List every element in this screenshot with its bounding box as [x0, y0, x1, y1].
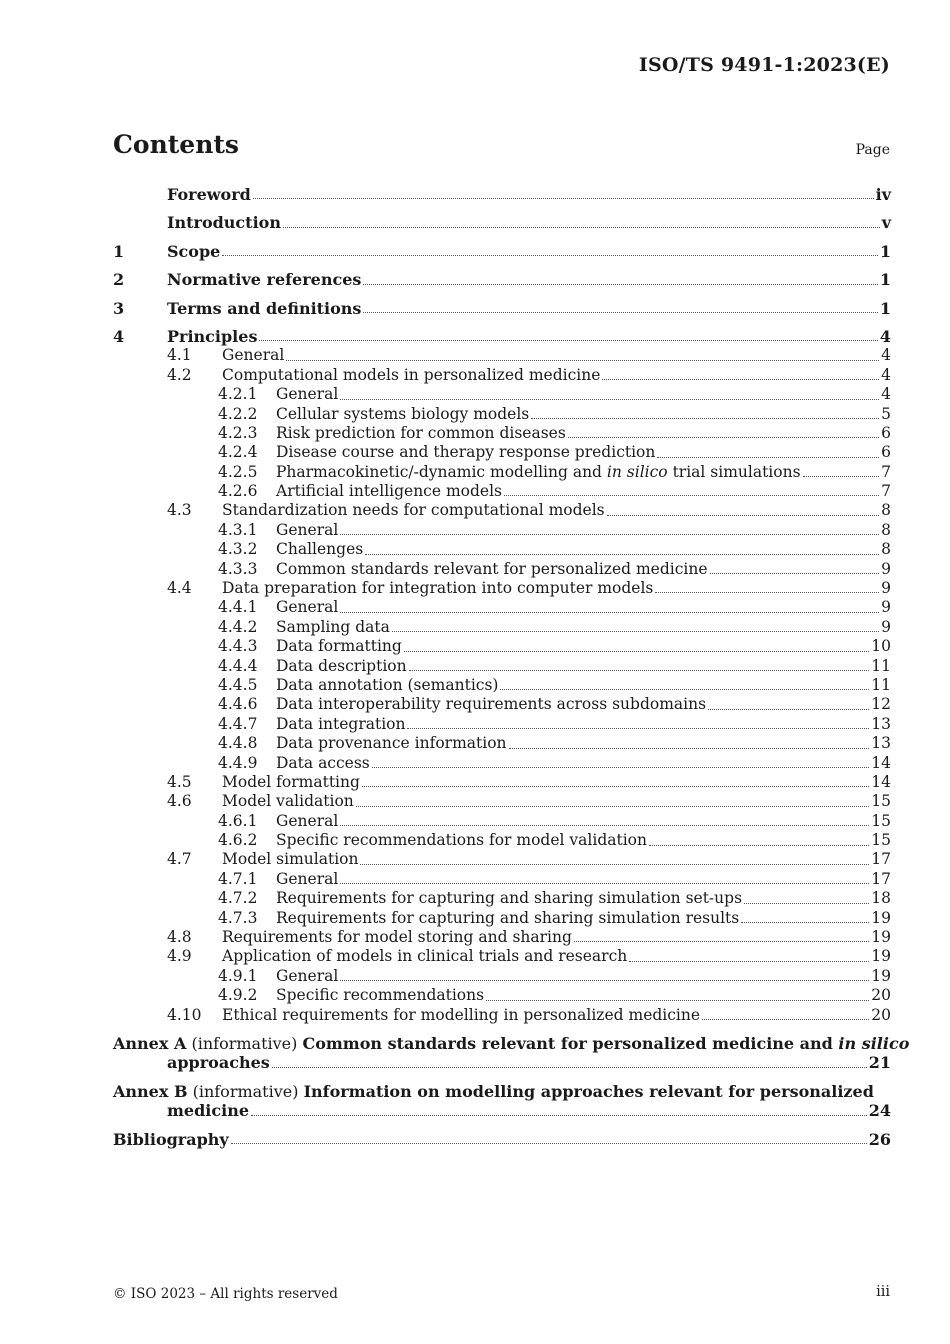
- toc-entry-number: 4.2.3: [218, 423, 258, 442]
- toc-entry-page: 10: [871, 637, 891, 656]
- toc-entry-page: 15: [871, 811, 891, 830]
- toc-entry[interactable]: [113, 676, 891, 695]
- dot-leader: [486, 1000, 869, 1001]
- toc-entry-number: 4.4.7: [218, 714, 258, 733]
- toc-entry-number: 4.4.1: [218, 598, 258, 617]
- toc-entry-title: Requirements for capturing and sharing simulation set-ups: [276, 889, 743, 908]
- toc-entry-title: General: [276, 811, 339, 830]
- toc-entry-page: 11: [871, 656, 891, 675]
- toc-entry-title: Specific recommendations: [276, 986, 485, 1005]
- toc-entry-title: Requirements for model storing and sharing: [222, 928, 572, 947]
- toc-entry-number: 4.3.2: [218, 540, 258, 559]
- toc-entry[interactable]: [113, 501, 891, 520]
- toc-entry[interactable]: [113, 560, 891, 579]
- toc-entry-page: 17: [871, 869, 891, 888]
- toc-entry-title: Normative references: [167, 270, 362, 290]
- annex-heading-line: [113, 1034, 910, 1054]
- annex-entry[interactable]: [113, 1082, 891, 1121]
- toc-entry[interactable]: [113, 831, 891, 850]
- toc-entry-page: 13: [871, 734, 891, 753]
- toc-entry-page: 13: [871, 714, 891, 733]
- toc-entry-number: 4.5: [167, 772, 192, 791]
- toc-entry-title: General: [276, 385, 339, 404]
- dot-leader: [531, 418, 879, 419]
- toc-entry-title: Data preparation for integration into computer models: [222, 579, 654, 598]
- toc-entry-number: 4.9: [167, 947, 192, 966]
- toc-entry-page: 4: [881, 365, 891, 384]
- toc-entry-title: Risk prediction for common diseases: [276, 423, 566, 442]
- dot-leader: [363, 312, 877, 313]
- toc-entry-title: Model simulation: [222, 850, 359, 869]
- toc-entry[interactable]: [113, 366, 891, 385]
- toc-entry[interactable]: [113, 213, 891, 232]
- annex-type: (informative): [191, 1034, 298, 1054]
- toc-entry-title: General: [276, 869, 339, 888]
- toc-entry-number: 4.4.2: [218, 617, 258, 636]
- toc-entry-page: 9: [881, 579, 891, 598]
- toc-entry[interactable]: [113, 870, 891, 889]
- dot-leader: [253, 198, 874, 199]
- toc-entry[interactable]: [113, 185, 891, 204]
- dot-leader: [356, 806, 870, 807]
- toc-entry-title: Cellular systems biology models: [276, 404, 530, 423]
- toc-entry-title: Data integration: [276, 714, 406, 733]
- toc-entry-title: Pharmacokinetic/-dynamic modelling and in silico trial simulations: [276, 462, 801, 481]
- toc-entry-page: v: [881, 213, 891, 233]
- dot-leader: [259, 340, 877, 341]
- dot-leader: [365, 554, 879, 555]
- toc-entry-bibliography[interactable]: [113, 1130, 891, 1149]
- dot-leader: [360, 864, 869, 865]
- toc-entry[interactable]: [113, 521, 891, 540]
- toc-entry[interactable]: [113, 1006, 891, 1025]
- toc-entry-page: 18: [871, 889, 891, 908]
- dot-leader: [629, 961, 869, 962]
- toc-entry-number: 4.7.2: [218, 889, 258, 908]
- toc-entry-page: 9: [881, 598, 891, 617]
- dot-leader: [657, 457, 879, 458]
- dot-leader: [404, 651, 869, 652]
- toc-entry[interactable]: [113, 812, 891, 831]
- toc-entry-title: Introduction: [167, 213, 281, 233]
- toc-entry-number: 4.6.2: [218, 831, 258, 850]
- document-id: ISO/TS 9491-1:2023(E): [638, 54, 890, 76]
- toc-entry[interactable]: [113, 715, 891, 734]
- toc-entry[interactable]: [113, 947, 891, 966]
- toc-entry-title: Data provenance information: [276, 734, 507, 753]
- toc-entry-number: 4.6.1: [218, 811, 258, 830]
- dot-leader: [372, 767, 870, 768]
- toc-entry-page: 19: [871, 908, 891, 927]
- toc-entry[interactable]: [113, 967, 891, 986]
- toc-entry-number: 4.3.1: [218, 520, 258, 539]
- annex-title-continuation: [113, 1101, 891, 1120]
- toc-entry-page: 4: [881, 346, 891, 365]
- toc-entry-number: 3: [113, 298, 125, 318]
- toc-entry-number: 4.8: [167, 928, 192, 947]
- toc-entry-number: 4.7.1: [218, 869, 258, 888]
- toc-entry[interactable]: [113, 986, 891, 1005]
- toc-entry[interactable]: [113, 734, 891, 753]
- toc-entry-page: 9: [881, 617, 891, 636]
- dot-leader: [362, 786, 869, 787]
- toc-entry-number: 4.4.6: [218, 695, 258, 714]
- copyright-notice: © ISO 2023 – All rights reserved: [113, 1286, 338, 1302]
- toc-entry-number: 4.4.4: [218, 656, 258, 675]
- dot-leader: [272, 1067, 867, 1068]
- toc-entry-page: 4: [879, 326, 891, 346]
- dot-leader: [392, 631, 879, 632]
- toc-entry[interactable]: [113, 657, 891, 676]
- toc-entry-number: 4.10: [167, 1005, 202, 1024]
- dot-leader: [607, 515, 879, 516]
- annex-title-end: approaches: [167, 1053, 270, 1073]
- dot-leader: [803, 476, 880, 477]
- toc-entry-number: 2: [113, 270, 125, 290]
- toc-entry-page: 20: [871, 1005, 891, 1024]
- toc-entry-title: Scope: [167, 241, 221, 261]
- toc-entry-title: Data access: [276, 753, 370, 772]
- toc-entry-page: 7: [881, 482, 891, 501]
- annex-entry[interactable]: [113, 1034, 910, 1073]
- page-title: Contents: [113, 130, 240, 159]
- toc-entry-page: 19: [871, 928, 891, 947]
- toc-entry[interactable]: [113, 598, 891, 617]
- dot-leader: [568, 437, 879, 438]
- toc-entry-title: General: [276, 520, 339, 539]
- toc-entry-title: Common standards relevant for personalized medicine: [276, 559, 708, 578]
- dot-leader: [602, 379, 879, 380]
- annex-label: Annex A: [113, 1034, 187, 1054]
- annex-title-continuation: [113, 1053, 891, 1072]
- toc-entry-title: Challenges: [276, 540, 364, 559]
- toc-entry-number: 4.3: [167, 501, 192, 520]
- toc-entry-title: Data formatting: [276, 637, 402, 656]
- toc-entry-number: 4.3.3: [218, 559, 258, 578]
- dot-leader: [500, 689, 869, 690]
- annex-page: 24: [868, 1101, 891, 1121]
- annex-title-end: medicine: [167, 1101, 250, 1121]
- toc-entry[interactable]: [113, 792, 891, 811]
- dot-leader: [340, 399, 879, 400]
- dot-leader: [340, 980, 869, 981]
- annex-heading-line: [113, 1082, 891, 1101]
- toc-entry-number: 4.2: [167, 365, 192, 384]
- toc-entry-number: 4.4.3: [218, 637, 258, 656]
- dot-leader: [702, 1019, 869, 1020]
- toc-entry-number: 4.9.2: [218, 986, 258, 1005]
- toc-entry-title: Computational models in personalized medicine: [222, 365, 601, 384]
- toc-entry-number: 4.4.9: [218, 753, 258, 772]
- toc-entry-page: 1: [879, 298, 891, 318]
- annex-title: Common standards relevant for personalized medicine and in silico: [302, 1034, 910, 1054]
- toc-entry[interactable]: [113, 385, 891, 404]
- dot-leader: [409, 670, 870, 671]
- dot-leader: [741, 922, 869, 923]
- toc-entry-number: 4.2.2: [218, 404, 258, 423]
- toc-entry-title: Foreword: [167, 184, 251, 204]
- toc-entry-number: 4: [113, 326, 125, 346]
- toc-entry-title: Model formatting: [222, 772, 360, 791]
- toc-entry[interactable]: [113, 299, 891, 318]
- toc-entry-title: Artificial intelligence models: [276, 482, 502, 501]
- toc-entry-page: 6: [881, 423, 891, 442]
- toc-entry-number: 4.7: [167, 850, 192, 869]
- toc-entry-title: General: [222, 346, 285, 365]
- annex-label: Annex B: [113, 1081, 188, 1101]
- annex-title: Information on modelling approaches relevant for personalized: [303, 1081, 874, 1101]
- toc-entry-number: 4.4.8: [218, 734, 258, 753]
- toc-entry-number: 4.1: [167, 346, 192, 365]
- toc-entry-title: Principles: [167, 326, 258, 346]
- bibliography-page: 26: [868, 1129, 891, 1149]
- toc-entry-page: iv: [875, 184, 891, 204]
- bibliography-title: Bibliography: [113, 1129, 229, 1149]
- toc-entry-page: 14: [871, 772, 891, 791]
- toc-entry[interactable]: [113, 482, 891, 501]
- toc-entry-number: 1: [113, 241, 125, 261]
- dot-leader: [251, 1115, 867, 1116]
- toc-entry[interactable]: [113, 327, 891, 346]
- dot-leader: [655, 592, 879, 593]
- toc-entry-number: 4.2.5: [218, 462, 258, 481]
- toc-entry-title: Data interoperability requirements across subdomains: [276, 695, 707, 714]
- dot-leader: [708, 709, 869, 710]
- toc-entry[interactable]: [113, 637, 891, 656]
- toc-entry-title: General: [276, 598, 339, 617]
- toc-entry-page: 20: [871, 986, 891, 1005]
- toc-entry[interactable]: [113, 405, 891, 424]
- toc-entry-title: Sampling data: [276, 617, 390, 636]
- toc-entry[interactable]: [113, 270, 891, 289]
- toc-entry[interactable]: [113, 540, 891, 559]
- dot-leader: [407, 728, 869, 729]
- toc-entry[interactable]: [113, 773, 891, 792]
- page-column-label: Page: [855, 142, 890, 158]
- table-of-contents: [113, 184, 910, 1149]
- toc-entry[interactable]: [113, 851, 891, 870]
- toc-entry-title: Standardization needs for computational models: [222, 501, 605, 520]
- toc-entry-title: Application of models in clinical trials and research: [222, 947, 628, 966]
- toc-entry[interactable]: [113, 928, 891, 947]
- toc-entry-number: 4.2.1: [218, 385, 258, 404]
- toc-entry-number: 4.7.3: [218, 908, 258, 927]
- dot-leader: [509, 748, 870, 749]
- dot-leader: [222, 255, 878, 256]
- toc-entry-title: Model validation: [222, 792, 354, 811]
- toc-entry[interactable]: [113, 695, 891, 714]
- toc-entry-page: 7: [881, 462, 891, 481]
- toc-entry-number: 4.9.1: [218, 966, 258, 985]
- dot-leader: [340, 534, 879, 535]
- dot-leader: [340, 883, 869, 884]
- dot-leader: [340, 612, 879, 613]
- toc-entry-title: Data annotation (semantics): [276, 675, 499, 694]
- toc-entry-page: 9: [881, 559, 891, 578]
- dot-leader: [744, 903, 869, 904]
- toc-entry-page: 1: [879, 241, 891, 261]
- toc-entry[interactable]: [113, 909, 891, 928]
- dot-leader: [574, 941, 869, 942]
- toc-entry-number: 4.2.4: [218, 443, 258, 462]
- toc-entry-page: 15: [871, 792, 891, 811]
- annex-page: 21: [868, 1053, 891, 1073]
- toc-entry-page: 6: [881, 443, 891, 462]
- page-number: iii: [876, 1284, 890, 1300]
- toc-entry-page: 15: [871, 831, 891, 850]
- toc-entry[interactable]: [113, 346, 891, 365]
- toc-entry-page: 19: [871, 947, 891, 966]
- toc-entry-title: Disease course and therapy response prediction: [276, 443, 656, 462]
- toc-entry[interactable]: [113, 463, 891, 482]
- toc-entry-number: 4.2.6: [218, 482, 258, 501]
- toc-entry-title: General: [276, 966, 339, 985]
- toc-entry[interactable]: [113, 889, 891, 908]
- toc-entry[interactable]: [113, 754, 891, 773]
- annex-type: (informative): [192, 1081, 299, 1101]
- toc-entry-page: 1: [879, 270, 891, 290]
- toc-entry-number: 4.4: [167, 579, 192, 598]
- toc-entry-page: 19: [871, 966, 891, 985]
- toc-entry-page: 8: [881, 501, 891, 520]
- dot-leader: [649, 845, 869, 846]
- toc-entry-page: 12: [871, 695, 891, 714]
- toc-entry-title: Terms and definitions: [167, 298, 362, 318]
- toc-entry[interactable]: [113, 618, 891, 637]
- toc-entry-page: 5: [881, 404, 891, 423]
- toc-entry-title: Specific recommendations for model validation: [276, 831, 647, 850]
- toc-entry-title: Data description: [276, 656, 407, 675]
- dot-leader: [710, 573, 880, 574]
- toc-entry-page: 8: [881, 540, 891, 559]
- toc-entry-title: Requirements for capturing and sharing simulation results: [276, 908, 740, 927]
- toc-entry-number: 4.6: [167, 792, 192, 811]
- dot-leader: [363, 284, 877, 285]
- dot-leader: [340, 825, 869, 826]
- toc-entry[interactable]: [113, 579, 891, 598]
- toc-entry[interactable]: [113, 424, 891, 443]
- dot-leader: [504, 495, 879, 496]
- dot-leader: [283, 227, 880, 228]
- toc-entry-page: 11: [871, 675, 891, 694]
- dot-leader: [286, 360, 879, 361]
- toc-entry-page: 8: [881, 520, 891, 539]
- toc-entry-page: 14: [871, 753, 891, 772]
- toc-entry-title: Ethical requirements for modelling in personalized medicine: [222, 1005, 701, 1024]
- dot-leader: [231, 1143, 867, 1144]
- toc-entry[interactable]: [113, 242, 891, 261]
- toc-entry-page: 17: [871, 850, 891, 869]
- toc-entry-number: 4.4.5: [218, 675, 258, 694]
- toc-entry-page: 4: [881, 385, 891, 404]
- toc-entry[interactable]: [113, 443, 891, 462]
